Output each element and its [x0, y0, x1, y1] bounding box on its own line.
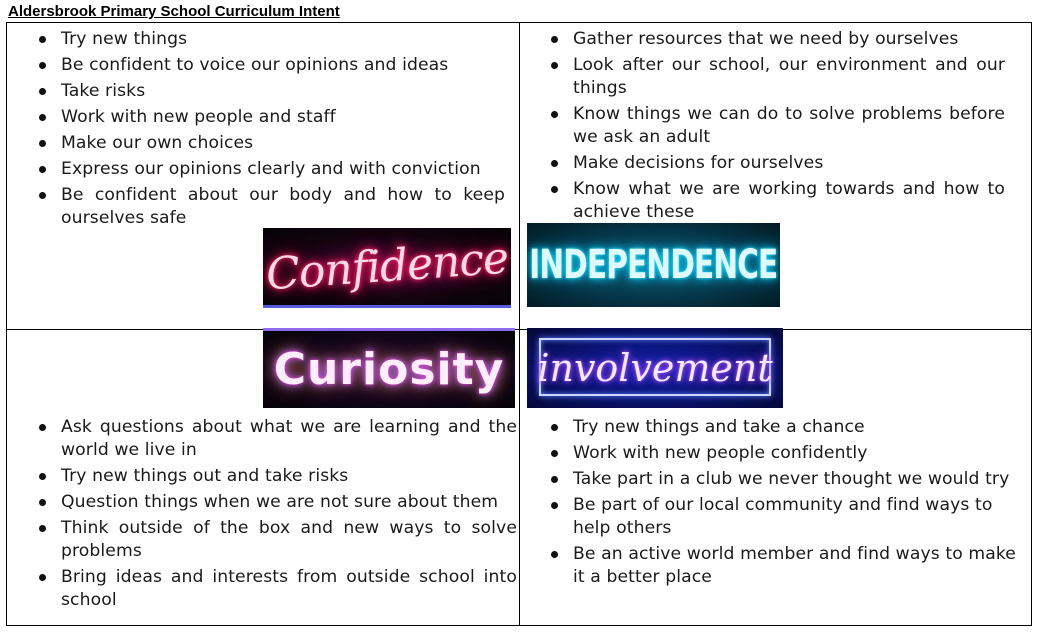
involvement-neon-sign — [527, 328, 783, 408]
independence-list — [547, 28, 1005, 227]
list-item: Take risks — [35, 80, 505, 103]
list-item: Try new things and take a chance — [547, 416, 1029, 439]
list-item: Question things when we are not sure about them — [35, 491, 517, 514]
involvement-list — [547, 416, 1029, 592]
curriculum-table — [6, 22, 1032, 626]
independence-neon-sign — [527, 223, 780, 307]
list-item: Work with new people confidently — [547, 442, 1029, 465]
page-title: Aldersbrook Primary School Curriculum Intent — [8, 3, 340, 20]
list-item: Be part of our local community and find ways to help others — [547, 494, 1029, 540]
list-item: Make decisions for ourselves — [547, 152, 1005, 175]
list-item: Be an active world member and find ways to make it a better place — [547, 543, 1029, 589]
list-item: Express our opinions clearly and with conviction — [35, 158, 505, 181]
list-item: Take part in a club we never thought we would try — [547, 468, 1029, 491]
curiosity-list — [35, 416, 517, 615]
list-item: Bring ideas and interests from outside school into school — [35, 566, 517, 612]
curiosity-neon-sign — [263, 328, 515, 408]
list-item: Ask questions about what we are learning and the world we live in — [35, 416, 517, 462]
list-item: Be confident to voice our opinions and ideas — [35, 54, 505, 77]
list-item: Work with new people and staff — [35, 106, 505, 129]
confidence-sign-text: Confidence — [264, 232, 510, 301]
list-item: Look after our school, our environment and our things — [547, 54, 1005, 100]
curiosity-sign-text: Curiosity — [273, 344, 505, 395]
list-item: Know things we can do to solve problems before we ask an adult — [547, 103, 1005, 149]
row-divider — [7, 329, 1031, 330]
list-item: Be confident about our body and how to keep ourselves safe — [35, 184, 505, 230]
involvement-sign-text: involvement — [537, 346, 773, 390]
list-item: Gather resources that we need by ourselves — [547, 28, 1005, 51]
independence-sign-text: INDEPENDENCE — [529, 242, 778, 288]
list-item: Make our own choices — [35, 132, 505, 155]
list-item: Know what we are working towards and how to achieve these — [547, 178, 1005, 224]
confidence-list — [35, 28, 505, 233]
column-divider — [519, 23, 520, 625]
list-item: Think outside of the box and new ways to solve problems — [35, 517, 517, 563]
confidence-neon-sign — [263, 228, 511, 308]
list-item: Try new things — [35, 28, 505, 51]
list-item: Try new things out and take risks — [35, 465, 517, 488]
